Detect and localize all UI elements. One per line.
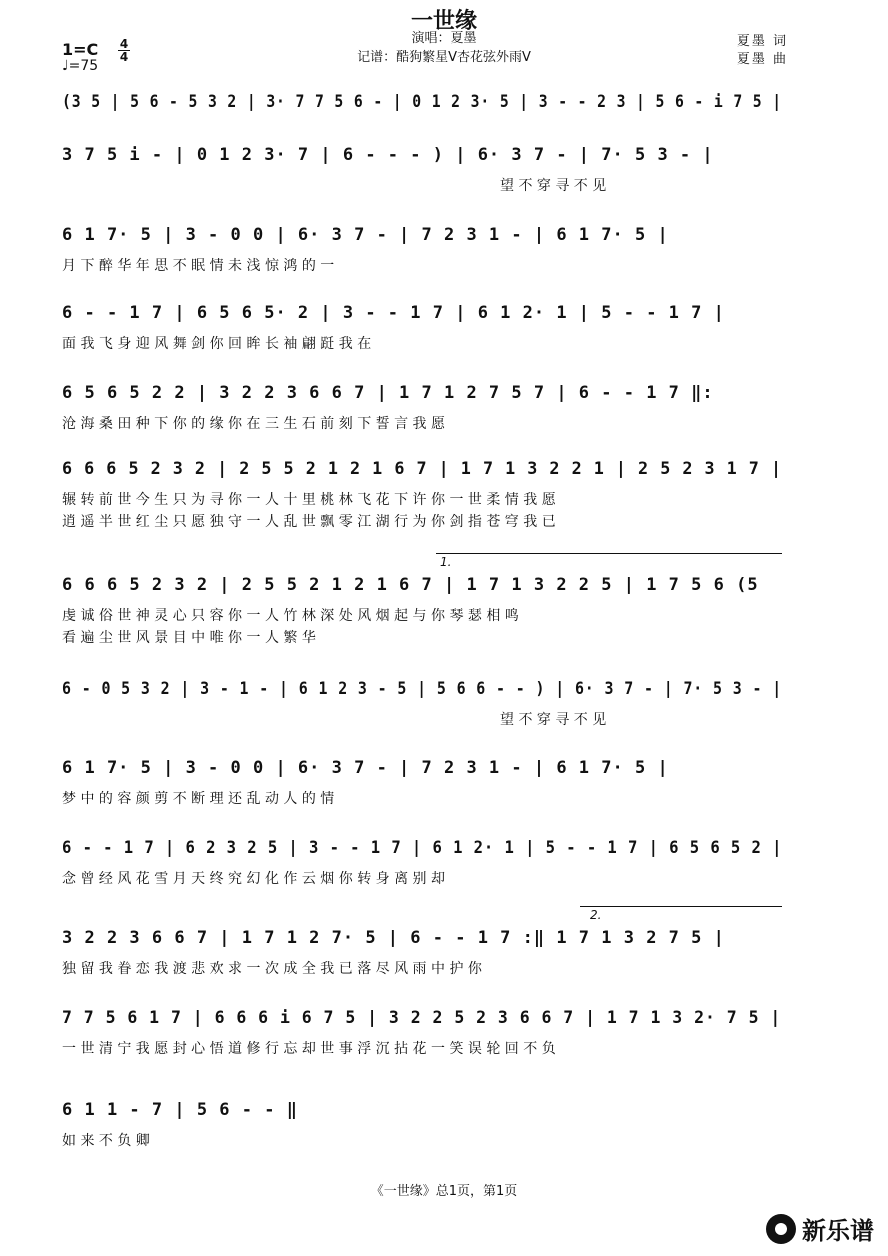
lyric-line: 辗 转 前 世 今 生 只 为 寻 你 一 人 十 里 桃 林 飞 花 下 许 你 一 世 柔 情 我 愿	[62, 492, 556, 508]
time-sig-bottom: 4	[119, 50, 129, 64]
volta-bracket-line	[580, 906, 782, 907]
lyric-line: 沧 海 桑 田 种 下 你 的 缘 你 在 三 生 石 前 刻 下 誓 言 我 愿	[62, 416, 446, 432]
page-footer: 《一世缘》总1页，第1页	[370, 1184, 518, 1199]
notation-line: (3 5 | 5 6 - 5 3 2 | 3· 7 7 5 6 - | 0 1 2 3· 5 | 3 - - 2 3 | 5 6 - i 7 5 |	[62, 92, 782, 112]
lyric-line: 面 我 飞 身 迎 风 舞 剑 你 回 眸 长 袖 翩 跹 我 在	[62, 336, 372, 352]
notation-line: 6 6 6 5 2 3 2 | 2 5 5 2 1 2 1 6 7 | 1 7 1 3 2 2 1 | 2 5 2 3 1 7 |	[62, 459, 783, 479]
brand-logo	[766, 1211, 874, 1246]
singer-credit: 演唱：夏墨	[411, 31, 477, 46]
lyric-line: 念 曾 经 风 花 雪 月 天 终 究 幻 化 作 云 烟 你 转 身 离 别 却	[62, 871, 446, 887]
lyric-line: 月 下 醉 华 年 思 不 眠 情 未 浅 惊 鸿 的 一	[62, 258, 335, 274]
lyric-line: 独 留 我 眷 恋 我 渡 悲 欢 求 一 次 成 全 我 已 落 尽 风 雨 中 护 你	[62, 961, 482, 977]
lyric-line: 梦 中 的 容 颜 剪 不 断 理 还 乱 动 人 的 情	[62, 791, 335, 807]
time-signature	[118, 38, 130, 63]
notation-line: 6 - - 1 7 | 6 5 6 5· 2 | 3 - - 1 7 | 6 1 2· 1 | 5 - - 1 7 |	[62, 303, 725, 323]
volta-bracket-line	[436, 553, 782, 554]
logo-text: 新乐谱	[802, 1217, 874, 1245]
lyric-line: 望 不 穿 寻 不 见	[500, 712, 607, 728]
notation-line: 6 5 6 5 2 2 | 3 2 2 3 6 6 7 | 1 7 1 2 7 5 7 | 6 - - 1 7 ‖:	[62, 383, 714, 403]
record-disc-icon	[766, 1214, 796, 1244]
volta-bracket-label: 1.	[440, 555, 452, 569]
time-sig-top: 4	[119, 37, 129, 51]
notation-line: 6 - 0 5 3 2 | 3 - 1 - | 6 1 2 3 - 5 | 5 6 6 - - ) | 6· 3 7 - | 7· 5 3 - |	[62, 679, 783, 699]
lyric-line: 如 来 不 负 卿	[62, 1133, 150, 1149]
notation-line: 3 2 2 3 6 6 7 | 1 7 1 2 7· 5 | 6 - - 1 7 :‖ 1 7 1 3 2 7 5 |	[62, 928, 725, 948]
lyric-line: 逍 遥 半 世 红 尘 只 愿 独 守 一 人 乱 世 飘 零 江 湖 行 为 你 剑 指 苍 穹 我 已	[62, 514, 556, 530]
lyricist-credit: 夏墨 词	[736, 34, 788, 49]
transcriber-credit: 记谱：酷狗繁星V杏花弦外雨V	[357, 50, 531, 65]
notation-line: 6 1 7· 5 | 3 - 0 0 | 6· 3 7 - | 7 2 3 1 - | 6 1 7· 5 |	[62, 758, 669, 778]
notation-line: 7 7 5 6 1 7 | 6 6 6 i 6 7 5 | 3 2 2 5 2 3 6 6 7 | 1 7 1 3 2· 7 5 |	[62, 1008, 782, 1028]
page-title: 一世缘	[410, 9, 477, 34]
notation-line: 6 1 1 - 7 | 5 6 - - ‖	[62, 1100, 298, 1120]
notation-line: 6 1 7· 5 | 3 - 0 0 | 6· 3 7 - | 7 2 3 1 - | 6 1 7· 5 |	[62, 225, 669, 245]
volta-bracket-label: 2.	[590, 908, 602, 922]
lyric-line: 看 遍 尘 世 风 景 目 中 唯 你 一 人 繁 华	[62, 630, 316, 646]
notation-line: 6 - - 1 7 | 6 2 3 2 5 | 3 - - 1 7 | 6 1 2· 1 | 5 - - 1 7 | 6 5 6 5 2 |	[62, 838, 783, 858]
composer-credit: 夏墨 曲	[736, 52, 788, 67]
notation-line: 6 6 6 5 2 3 2 | 2 5 5 2 1 2 1 6 7 | 1 7 1 3 2 2 5 | 1 7 5 6 (5	[62, 575, 759, 595]
lyric-line: 虔 诚 俗 世 神 灵 心 只 容 你 一 人 竹 林 深 处 风 烟 起 与 你 琴 瑟 相 鸣	[62, 608, 519, 624]
lyric-line: 望 不 穿 寻 不 见	[500, 178, 607, 194]
lyric-line: 一 世 清 宁 我 愿 封 心 悟 道 修 行 忘 却 世 事 浮 沉 拈 花 一 笑 误 轮 回 不 负	[62, 1041, 556, 1057]
tempo-marking: ♩=75	[62, 58, 99, 74]
key-signature: 1=C	[62, 40, 99, 59]
notation-line: 3 7 5 i - | 0 1 2 3· 7 | 6 - - - ) | 6· 3 7 - | 7· 5 3 - |	[62, 145, 714, 165]
